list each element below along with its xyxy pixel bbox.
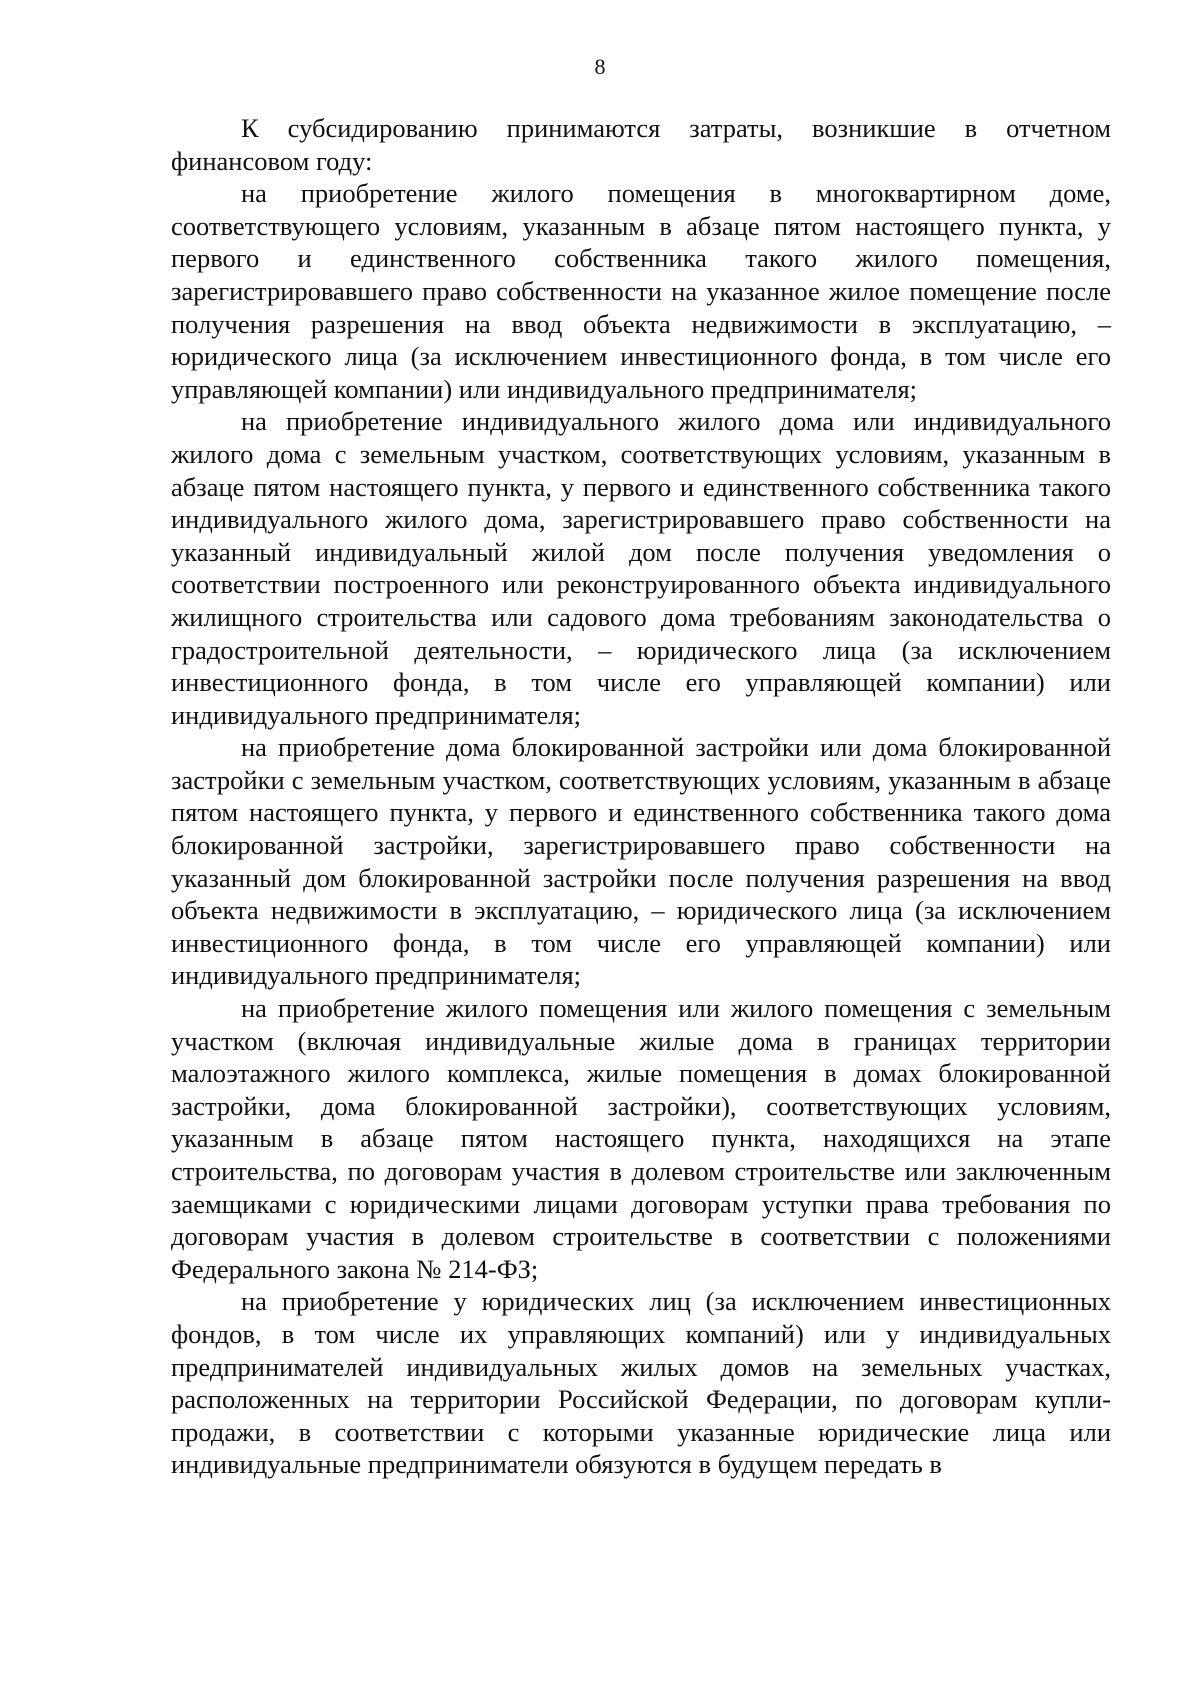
document-body [171,112,1111,1481]
paragraph-house-on-land-purchase: на приобретение у юридических лиц (за исключением инвестиционных фондов, в том числе их управляющих компаний) или у индивидуальных предпринимателей индивидуальных жилых домов на земельных участках, расположенных на территории Российской Федерации, по договорам купли-продажи, в соответствии с которыми указанные юридические лица или индивидуальные предприниматели обязуются в будущем передать в [171,1286,1111,1480]
paragraph-blocked-house-purchase: на приобретение дома блокированной застройки или дома блокированной застройки с земельным участком, соответствующих условиям, указанным в абзаце пятом настоящего пункта, у первого и единственного собственника такого дома блокированной застройки, зарегистрировавшего право собственности на указанный дом блокированной застройки после получения разрешения на ввод объекта недвижимости в эксплуатацию, – юридического лица (за исключением инвестиционного фонда, в том числе его управляющей компании) или индивидуального предпринимателя; [171,732,1111,991]
paragraph-shared-construction-purchase: на приобретение жилого помещения или жилого помещения с земельным участком (включая индивидуальные жилые дома в границах территории малоэтажного жилого комплекса, жилые помещения в домах блокированной застройки, дома блокированной застройки), соответствующих условиям, указанным в абзаце пятом настоящего пункта, находящихся на этапе строительства, по договорам участия в долевом строительстве или заключенным заемщиками с юридическими лицами договорам уступки права требования по договорам участия в долевом строительстве в соответствии с положениями Федерального закона № 214-ФЗ; [171,993,1111,1284]
paragraph-individual-house-purchase: на приобретение индивидуального жилого дома или индивидуального жилого дома с земельным участком, соответствующих условиям, указанным в абзаце пятом настоящего пункта, у первого и единственного собственника такого индивидуального жилого дома, зарегистрировавшего право собственности на указанный индивидуальный жилой дом после получения уведомления о соответствии построенного или реконструированного объекта индивидуального жилищного строительства или садового дома требованиям законодательства о градостроительной деятельности, – юридического лица (за исключением инвестиционного фонда, в том числе его управляющей компании) или индивидуального предпринимателя; [171,406,1111,730]
page-number: 8 [594,54,606,79]
paragraph-apartment-purchase: на приобретение жилого помещения в многоквартирном доме, соответствующего условиям, указанным в абзаце пятом настоящего пункта, у первого и единственного собственника такого жилого помещения, зарегистрировавшего право собственности на указанное жилое помещение после получения разрешения на ввод объекта недвижимости в эксплуатацию, – юридического лица (за исключением инвестиционного фонда, в том числе его управляющей компании) или индивидуального предпринимателя; [171,178,1111,404]
paragraph-subsidy-costs: К субсидированию принимаются затраты, возникшие в отчетном финансовом году: [171,113,1111,176]
